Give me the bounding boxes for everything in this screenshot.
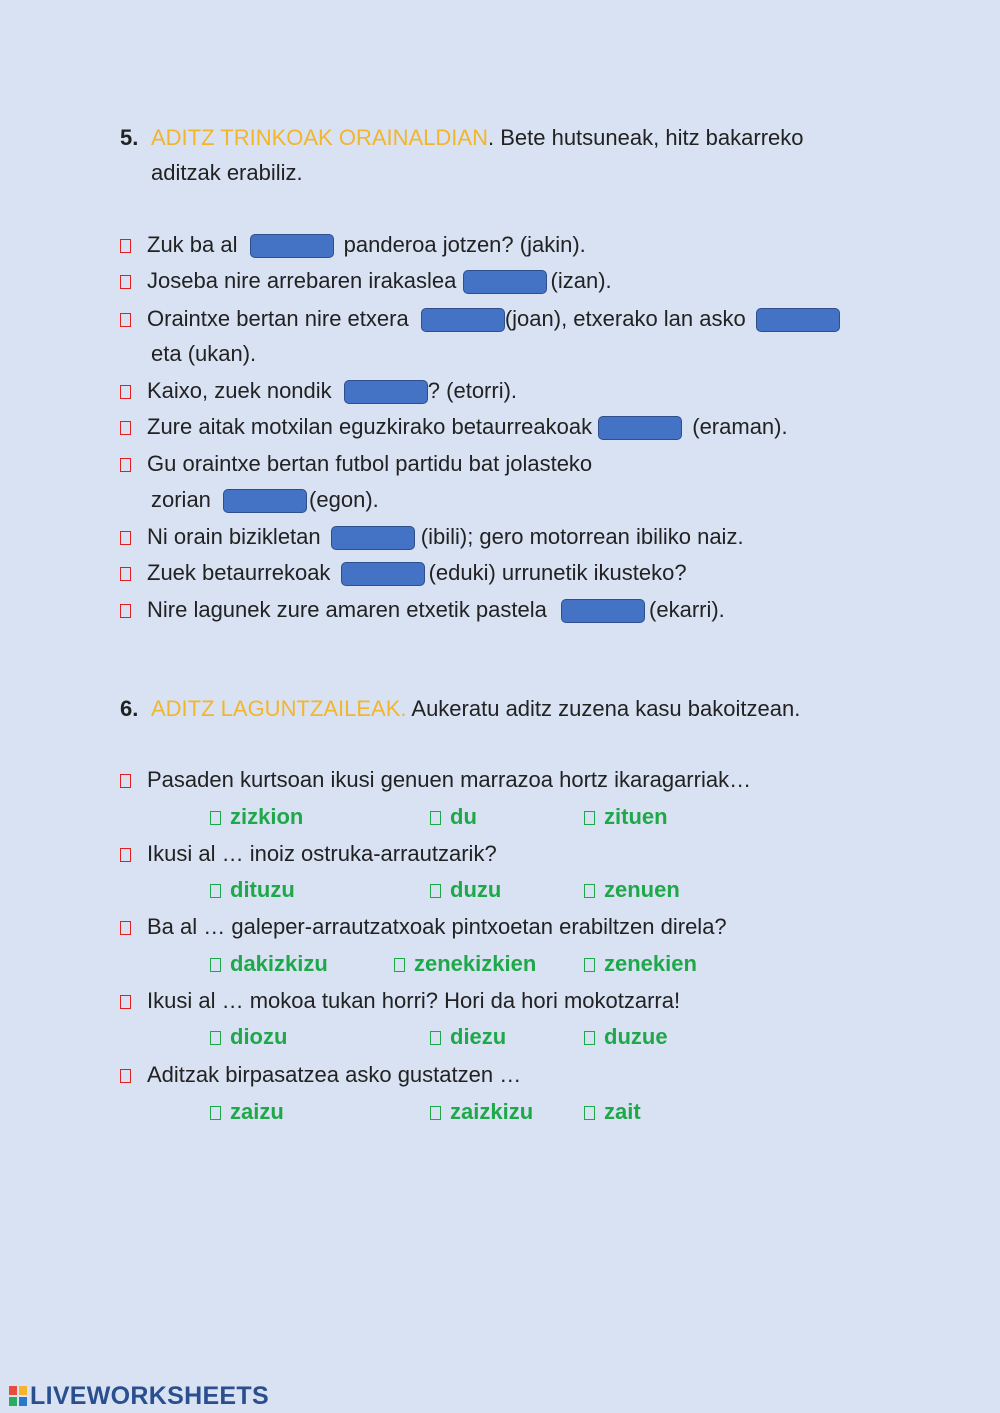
answer-blank-1[interactable] <box>250 234 334 258</box>
item-text: Kaixo, zuek nondik <box>147 378 332 403</box>
answer-blank-5[interactable] <box>344 380 428 404</box>
item-text: Zuek betaurrekoak <box>147 560 331 585</box>
answer-blank-3[interactable] <box>421 308 505 332</box>
option-q2-a[interactable]: dituzu <box>210 877 295 903</box>
answer-blank-9[interactable] <box>341 562 425 586</box>
item-text: (ekarri). <box>649 597 725 622</box>
section-6-number: 6. <box>120 696 139 721</box>
bullet-checkbox-icon <box>120 604 131 618</box>
option-q5-b[interactable]: zaizkizu <box>430 1099 533 1125</box>
checkbox-icon <box>430 811 441 825</box>
checkbox-icon <box>394 958 405 972</box>
question-text: Ikusi al … inoiz ostruka-arrautzarik? <box>147 841 497 866</box>
fill-item-7 <box>120 524 744 550</box>
bullet-checkbox-icon <box>120 385 131 399</box>
checkbox-icon <box>584 884 595 898</box>
section-5-title <box>120 120 880 190</box>
checkbox-icon <box>210 884 221 898</box>
fill-item-3-cont: eta (ukan). <box>151 341 257 366</box>
question-text: Aditzak birpasatzea asko gustatzen … <box>147 1062 522 1087</box>
item-text: Joseba nire arrebaren irakaslea <box>147 268 457 293</box>
question-1 <box>120 767 751 793</box>
option-q4-a[interactable]: diozu <box>210 1024 287 1050</box>
section-6-instruction: Aukeratu aditz zuzena kasu bakoitzean. <box>406 696 801 721</box>
section-6-keyword: ADITZ LAGUNTZAILEAK. <box>151 696 407 721</box>
section-5-number: 5. <box>120 125 139 150</box>
bullet-checkbox-icon <box>120 458 131 472</box>
checkbox-icon <box>210 1031 221 1045</box>
item-text: (egon). <box>309 487 379 512</box>
option-q1-b[interactable]: du <box>430 804 477 830</box>
item-text: (joan), etxerako lan asko <box>504 306 746 331</box>
section-5-keyword: ADITZ TRINKOAK ORAINALDIAN <box>151 125 488 150</box>
section-6-title <box>120 691 880 726</box>
question-2 <box>120 841 497 867</box>
bullet-checkbox-icon <box>120 531 131 545</box>
item-text: (ibili); gero motorrean ibiliko naiz. <box>420 524 744 549</box>
item-text: Zure aitak motxilan eguzkirako betaurreakoak <box>147 414 593 439</box>
item-text: (izan). <box>550 268 612 293</box>
question-3 <box>120 914 727 940</box>
fill-item-1 <box>120 232 586 258</box>
fill-item-6-cont <box>151 487 379 513</box>
question-text: Ikusi al … mokoa tukan horri? Hori da hori mokotzarra! <box>147 988 681 1013</box>
fill-item-2 <box>120 268 612 294</box>
question-4 <box>120 988 680 1014</box>
bullet-checkbox-icon <box>120 921 131 935</box>
item-text: Oraintxe bertan nire etxera <box>147 306 409 331</box>
question-text: Pasaden kurtsoan ikusi genuen marrazoa hortz ikaragarriak… <box>147 767 752 792</box>
bullet-checkbox-icon <box>120 774 131 788</box>
checkbox-icon <box>584 1106 595 1120</box>
answer-blank-4[interactable] <box>756 308 840 332</box>
checkbox-icon <box>584 958 595 972</box>
option-q3-c[interactable]: zenekien <box>584 951 697 977</box>
bullet-checkbox-icon <box>120 313 131 327</box>
item-text: Nire lagunek zure amaren etxetik pastela <box>147 597 547 622</box>
option-q3-b[interactable]: zenekizkien <box>394 951 536 977</box>
item-text: panderoa jotzen? (jakin). <box>343 232 586 257</box>
option-q4-c[interactable]: duzue <box>584 1024 668 1050</box>
option-q5-c[interactable]: zait <box>584 1099 641 1125</box>
logo-text: LIVEWORKSHEETS <box>30 1382 269 1410</box>
checkbox-icon <box>430 884 441 898</box>
section-5-instruction: . Bete hutsuneak, hitz bakarreko <box>487 125 804 150</box>
bullet-checkbox-icon <box>120 995 131 1009</box>
fill-item-8 <box>120 560 687 586</box>
item-text: zorian <box>151 487 211 512</box>
option-q2-c[interactable]: zenuen <box>584 877 680 903</box>
option-q1-a[interactable]: zizkion <box>210 804 303 830</box>
item-text: Ni orain bizikletan <box>147 524 321 549</box>
item-text: (eraman). <box>692 414 788 439</box>
answer-blank-7[interactable] <box>223 489 307 513</box>
question-text: Ba al … galeper-arrautzatxoak pintxoetan erabiltzen direla? <box>147 914 727 939</box>
fill-item-9 <box>120 597 725 623</box>
option-q1-c[interactable]: zituen <box>584 804 668 830</box>
section-5-instruction-cont: aditzak erabiliz. <box>151 160 303 185</box>
option-q2-b[interactable]: duzu <box>430 877 501 903</box>
fill-item-4 <box>120 378 517 404</box>
fill-item-6 <box>120 451 592 477</box>
option-q3-a[interactable]: dakizkizu <box>210 951 328 977</box>
bullet-checkbox-icon <box>120 567 131 581</box>
fill-item-5 <box>120 414 788 440</box>
fill-item-3 <box>120 306 840 332</box>
liveworksheets-logo-icon <box>8 1385 28 1407</box>
item-text: (eduki) urrunetik ikusteko? <box>428 560 687 585</box>
bullet-checkbox-icon <box>120 275 131 289</box>
checkbox-icon <box>210 811 221 825</box>
answer-blank-6[interactable] <box>598 416 682 440</box>
checkbox-icon <box>430 1106 441 1120</box>
question-5 <box>120 1062 521 1088</box>
checkbox-icon <box>210 958 221 972</box>
item-text: ? (etorri). <box>427 378 518 403</box>
item-text: Zuk ba al <box>147 232 238 257</box>
answer-blank-2[interactable] <box>463 270 547 294</box>
bullet-checkbox-icon <box>120 1069 131 1083</box>
bullet-checkbox-icon <box>120 239 131 253</box>
option-q5-a[interactable]: zaizu <box>210 1099 284 1125</box>
checkbox-icon <box>210 1106 221 1120</box>
liveworksheets-logo[interactable] <box>8 1382 269 1410</box>
item-text: Gu oraintxe bertan futbol partidu bat jolasteko <box>147 451 593 476</box>
bullet-checkbox-icon <box>120 421 131 435</box>
checkbox-icon <box>430 1031 441 1045</box>
answer-blank-8[interactable] <box>331 526 415 550</box>
checkbox-icon <box>584 811 595 825</box>
option-q4-b[interactable]: diezu <box>430 1024 506 1050</box>
answer-blank-10[interactable] <box>561 599 645 623</box>
bullet-checkbox-icon <box>120 848 131 862</box>
checkbox-icon <box>584 1031 595 1045</box>
